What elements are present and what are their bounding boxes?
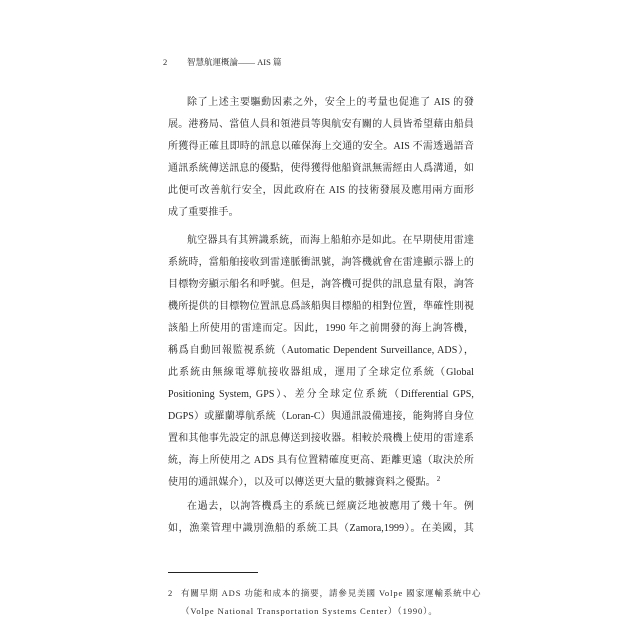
running-header	[163, 55, 281, 69]
footnote	[168, 584, 482, 620]
body-line: 機所提供的目標物位置訊息爲該船與目標船的相對位置，準確性則視	[168, 301, 474, 312]
body-line: 目標物旁顯示船名和呼號。但是，詢答機可提供的訊息量有限，詢答	[168, 279, 474, 290]
paragraph	[168, 496, 474, 540]
body-line: Positioning System, GPS）、差分全球定位系統（Differential GPS,	[168, 389, 474, 400]
paragraph	[168, 92, 474, 224]
body-line: 此便可改善航行安全，因此政府在 AIS 的技術發展及應用兩方面形	[168, 185, 474, 196]
footnote-line	[168, 584, 482, 602]
body-line: 在過去，以詢答機爲主的系統已經廣泛地被應用了幾十年。例	[187, 501, 474, 512]
footnote-marker: 2	[168, 588, 174, 598]
body-line: 如，漁業管理中識別漁船的系統工具（Zamora,1999）。在美國，其	[168, 523, 474, 534]
body-line: 航空器具有其辨識系統，而海上船舶亦是如此。在早期使用雷達	[187, 235, 474, 246]
footnote-reference[interactable]: 2	[436, 475, 441, 483]
body-line: 除了上述主要驅動因素之外，安全上的考量也促進了 AIS 的發	[187, 97, 474, 108]
body-line-text: 使用的通訊媒介），以及可以傳送更大量的數據資料之優點。	[168, 477, 436, 488]
body-line	[168, 472, 474, 494]
page-number: 2	[163, 57, 168, 67]
footnote-line: （Volpe National Transportation Systems Center）（1990）。	[181, 606, 438, 616]
body-line: 展。港務局、當值人員和領港員等與航安有關的人員皆希望藉由船員	[168, 119, 474, 130]
body-line: 成了重要推手。	[168, 207, 239, 218]
paragraph	[168, 230, 474, 494]
body-line: 通訊系統傳送訊息的優點，使得獲得他船資訊無需經由人爲溝通，如	[168, 163, 474, 174]
footnote-divider	[168, 572, 258, 573]
running-title: 智慧航運概論—— AIS 篇	[187, 57, 282, 67]
body-line: 系統時，當船舶接收到雷達脈衝訊號，詢答機就會在雷達顯示器上的	[168, 257, 474, 268]
body-line: 稱爲自動回報監視系統（Automatic Dependent Surveillance, ADS），	[168, 345, 474, 356]
body-line: DGPS）或羅蘭導航系統（Loran-C）與通訊設備連接，能夠將自身位	[168, 411, 474, 422]
body-line: 置和其他事先設定的訊息傳送到接收器。相較於飛機上使用的雷達系	[168, 433, 474, 444]
footnote-text: 有關早期 ADS 功能和成本的摘要，請參見美國 Volpe 國家運輸系統中心	[181, 588, 482, 598]
body-line: 此系統由無線電導航接收器組成，運用了全球定位系統（Global	[168, 367, 474, 378]
body-line: 該船上所使用的雷達而定。因此，1990 年之前開發的海上詢答機，	[168, 323, 474, 334]
body-line: 所獲得正確且即時的訊息以確保海上交通的安全。AIS 不需透過語音	[168, 141, 474, 152]
body-line: 統，海上所使用之 ADS 具有位置精確度更高、距離更遠（取決於所	[168, 455, 474, 466]
